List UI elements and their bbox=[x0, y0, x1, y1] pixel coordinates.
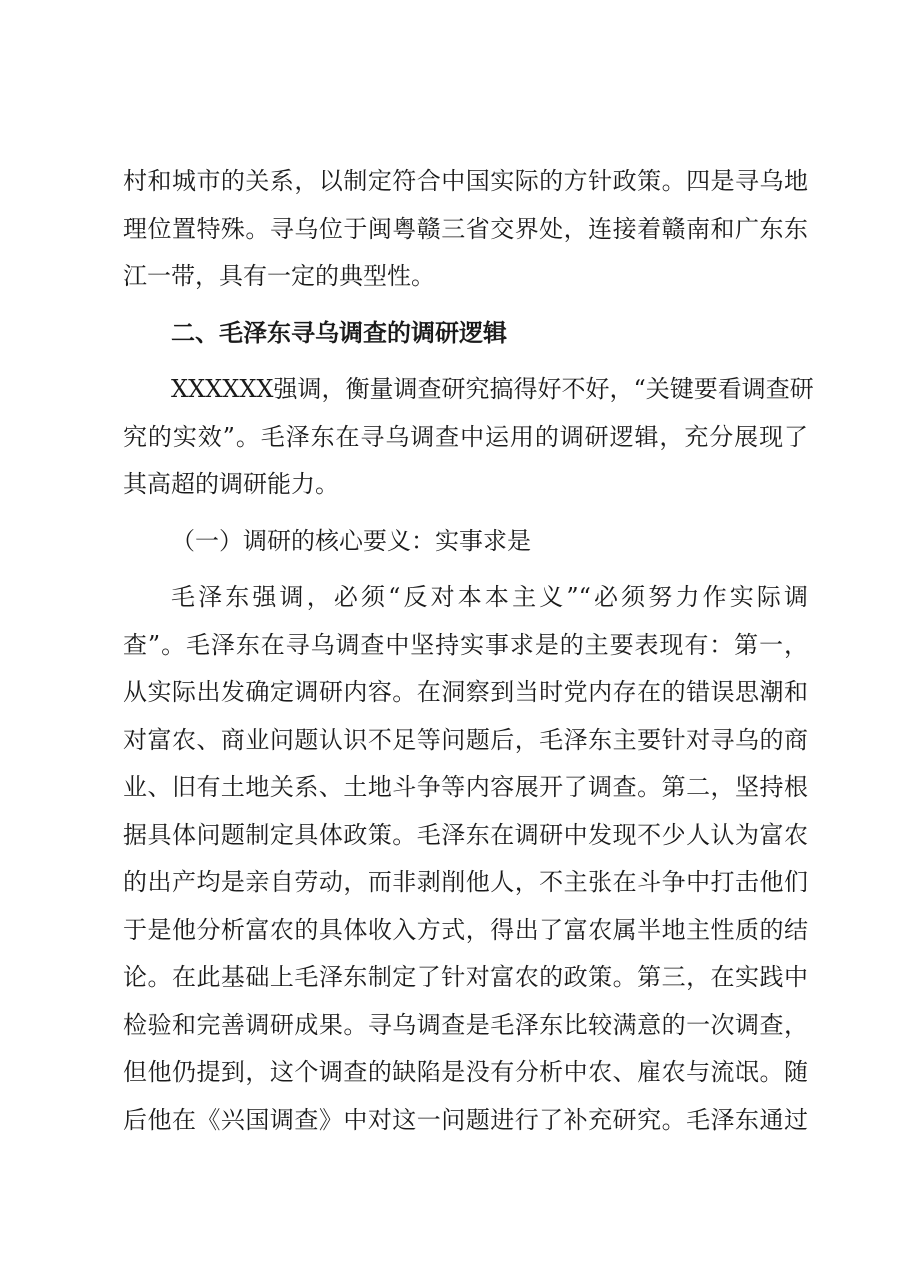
text-line: 后他在《兴国调查》中对这一问题进行了补充研究。毛泽东通过 bbox=[123, 1105, 808, 1134]
text-line: 检验和完善调研成果。寻乌调查是毛泽东比较满意的一次调查， bbox=[123, 1010, 808, 1039]
text-line: 村和城市的关系，以制定符合中国实际的方针政策。四是寻乌地 bbox=[123, 167, 808, 195]
text-line: 究的实效”。毛泽东在寻乌调查中运用的调研逻辑，充分展现了 bbox=[123, 422, 808, 451]
text-line: 江一带，具有一定的典型性。 bbox=[123, 262, 435, 290]
section-heading bbox=[123, 310, 808, 358]
subsection-heading-text: （一）调研的核心要义：实事求是 bbox=[171, 526, 531, 555]
text-line: 从实际出发确定调研内容。在洞察到当时党内存在的错误思潮和 bbox=[123, 678, 808, 706]
text-line: 据具体问题制定具体政策。毛泽东在调研中发现不少人认为富农 bbox=[123, 820, 808, 849]
paragraph-gap bbox=[123, 565, 808, 574]
text-line: 毛泽东强调，必须“反对本本主义”“必须努力作实际调 bbox=[171, 583, 808, 611]
text-line: XXXXXX强调，衡量调查研究搞得好不好，“关键要看调查研 bbox=[171, 375, 814, 403]
text-line: 于是他分析富农的具体收入方式，得出了富农属半地主性质的结 bbox=[123, 915, 808, 944]
paragraph-gap bbox=[123, 509, 808, 518]
subsection-heading bbox=[123, 518, 808, 566]
subsection-paragraph bbox=[123, 574, 808, 1144]
section-paragraph bbox=[123, 366, 814, 509]
text-line: 理位置特殊。寻乌位于闽粤赣三省交界处，连接着赣南和广东东 bbox=[123, 214, 808, 243]
text-line: 业、旧有土地关系、土地斗争等内容展开了调查。第二，坚持根 bbox=[123, 773, 808, 801]
text-line: 对富农、商业问题认识不足等问题后，毛泽东主要针对寻乌的商 bbox=[123, 725, 808, 754]
text-line: 查”。毛泽东在寻乌调查中坚持实事求是的主要表现有：第一， bbox=[123, 630, 808, 659]
section-heading-text: 二、毛泽东寻乌调查的调研逻辑 bbox=[171, 318, 507, 347]
paragraph-gap bbox=[123, 357, 808, 366]
text-line: 但他仍提到，这个调查的缺陷是没有分析中农、雇农与流氓。随 bbox=[123, 1058, 808, 1086]
text-line: 的出产均是亲自劳动，而非剥削他人，不主张在斗争中打击他们 bbox=[123, 868, 808, 896]
text-line: 其高超的调研能力。 bbox=[123, 470, 339, 498]
text-line: 论。在此基础上毛泽东制定了针对富农的政策。第三，在实践中 bbox=[123, 963, 808, 991]
paragraph-gap bbox=[123, 301, 808, 310]
intro-paragraph bbox=[123, 158, 808, 301]
document-body bbox=[123, 158, 814, 1144]
